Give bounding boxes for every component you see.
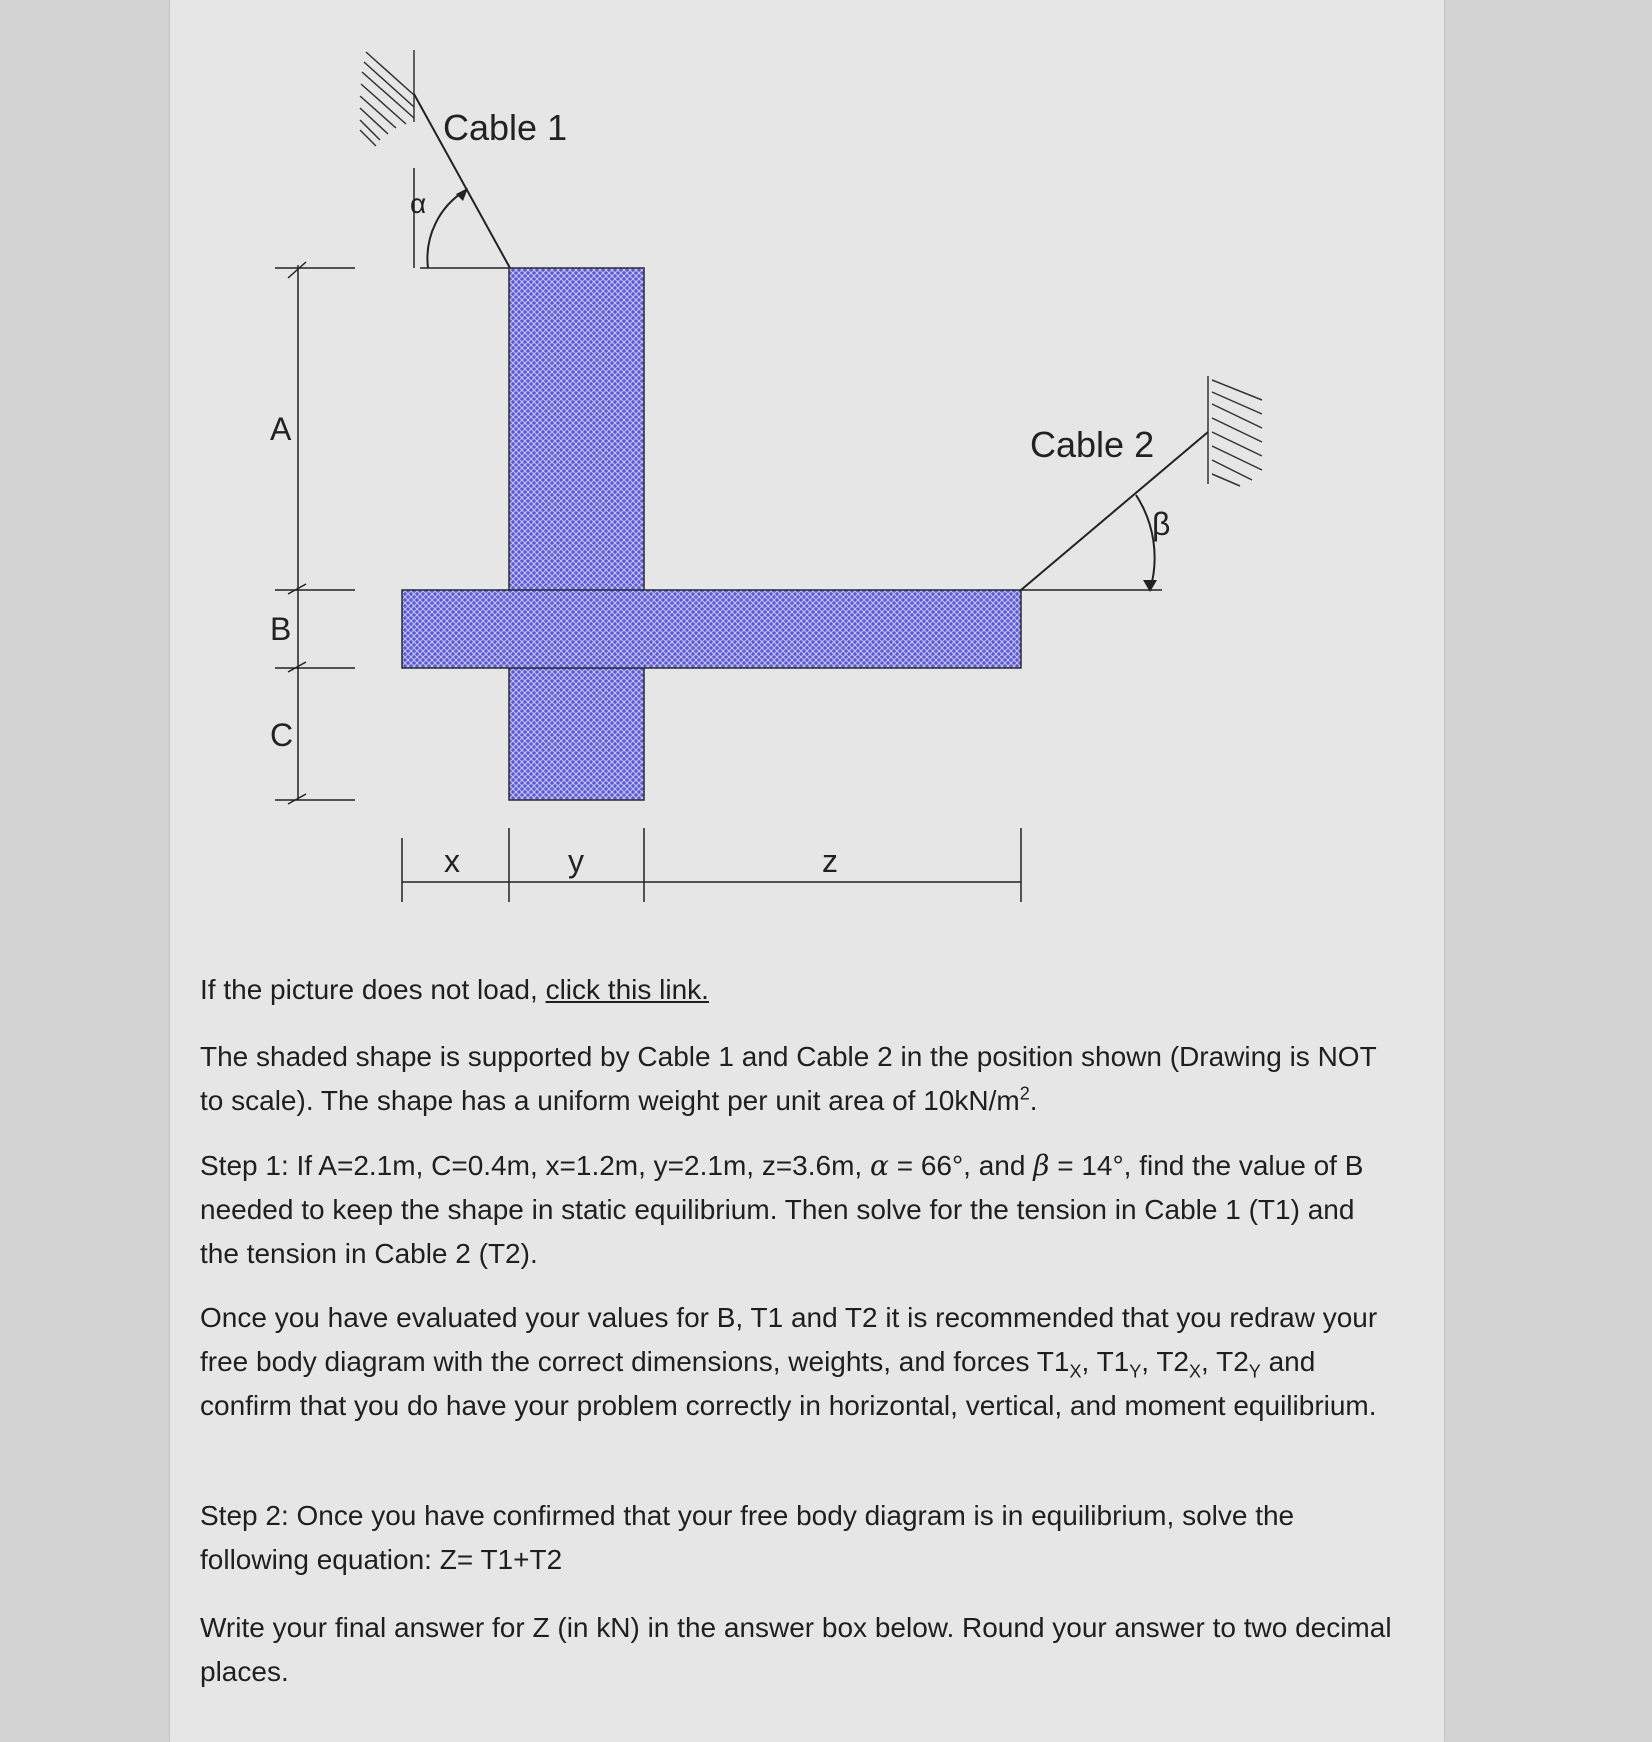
intro-paragraph — [200, 1035, 1400, 1123]
shape-vertical-bar — [509, 268, 644, 800]
dim-x-label: x — [444, 843, 460, 879]
force-t1y: $T1_Y$ — [1096, 1346, 1142, 1382]
cable2-label: Cable 2 — [1030, 424, 1155, 465]
intro-end: . — [1029, 1085, 1038, 1116]
step1-alpha-value: = 66°, and — [896, 1150, 1026, 1181]
step1-text: Step 1: If A=2.1m, C=0.4m, x=1.2m, y=2.1m, z=3.6m, — [200, 1150, 863, 1181]
step1-alpha-symbol: α — [870, 1149, 889, 1182]
link-paragraph — [200, 968, 1400, 1012]
dim-a-label: A — [270, 411, 292, 447]
force-t2x: $T2_X$ — [1156, 1346, 1202, 1382]
cable1-label: Cable 1 — [443, 107, 568, 148]
alpha-arrowhead — [456, 188, 468, 201]
alpha-arc — [427, 190, 466, 268]
dim-y-label: y — [568, 843, 584, 879]
step1-beta-symbol: β — [1033, 1149, 1050, 1182]
force-t1x: $T1_X$ — [1036, 1346, 1082, 1382]
intro-text: The shaded shape is supported by Cable 1 and Cable 2 in the position shown (Drawing is NOT to scale). The shape has a uniform weight per unit area of 10kN/m — [200, 1041, 1377, 1116]
once-paragraph: Once you have evaluated your values for B, T1 and T2 it is recommended that you redraw your free body diagram with the correct dimensions, weights, and forces $T1_X$, $T1_Y$, $T2_X$, $T2_Y$ and confirm that you do have your problem correctly in horizontal, vertical, and moment equilibrium. — [200, 1302, 1378, 1421]
link-prefix: If the picture does not load, — [200, 974, 538, 1005]
once-text: Once you have evaluated your values for B, T1 and T2 it is recommended that you redraw your free body diagram with the correct dimensions, weights, and forces — [200, 1302, 1378, 1377]
dim-c-label: C — [270, 717, 294, 753]
once-text-cont: and confirm that you do have your problem correctly in horizontal, vertical, and moment equilibrium. — [200, 1346, 1377, 1421]
step2-text: Step 2: Once you have confirmed that your free body diagram is in equilibrium, solve the following equation: Z= T1+T2 — [200, 1500, 1295, 1575]
horizontal-dimension — [402, 828, 1021, 902]
cable2-anchor-hatching — [1208, 376, 1262, 486]
final-text: Write your final answer for Z (in kN) in the answer box below. Round your answer to two decimal places. — [200, 1612, 1392, 1687]
picture-link[interactable]: click this link. — [545, 974, 709, 1005]
cable1-anchor-hatching — [360, 50, 414, 146]
step2-paragraph — [200, 1494, 1400, 1582]
alpha-label: α — [410, 188, 427, 219]
dim-b-label: B — [270, 611, 292, 647]
shape-horizontal-bar — [402, 590, 1021, 668]
intro-superscript: 2 — [1019, 1083, 1030, 1104]
step1-paragraph — [200, 1144, 1400, 1276]
shaded-shape — [402, 268, 1021, 800]
step1-text-cont: = 14°, find the value of B needed to keep the shape in static equilibrium. Then solve for the tension in Cable 1 (T1) and the tension in Cable 2 (T2). — [200, 1150, 1364, 1269]
beta-label: β — [1152, 506, 1171, 542]
final-paragraph — [200, 1606, 1400, 1694]
dim-z-label: z — [822, 843, 838, 879]
force-t2y: $T2_Y$ — [1216, 1346, 1261, 1382]
